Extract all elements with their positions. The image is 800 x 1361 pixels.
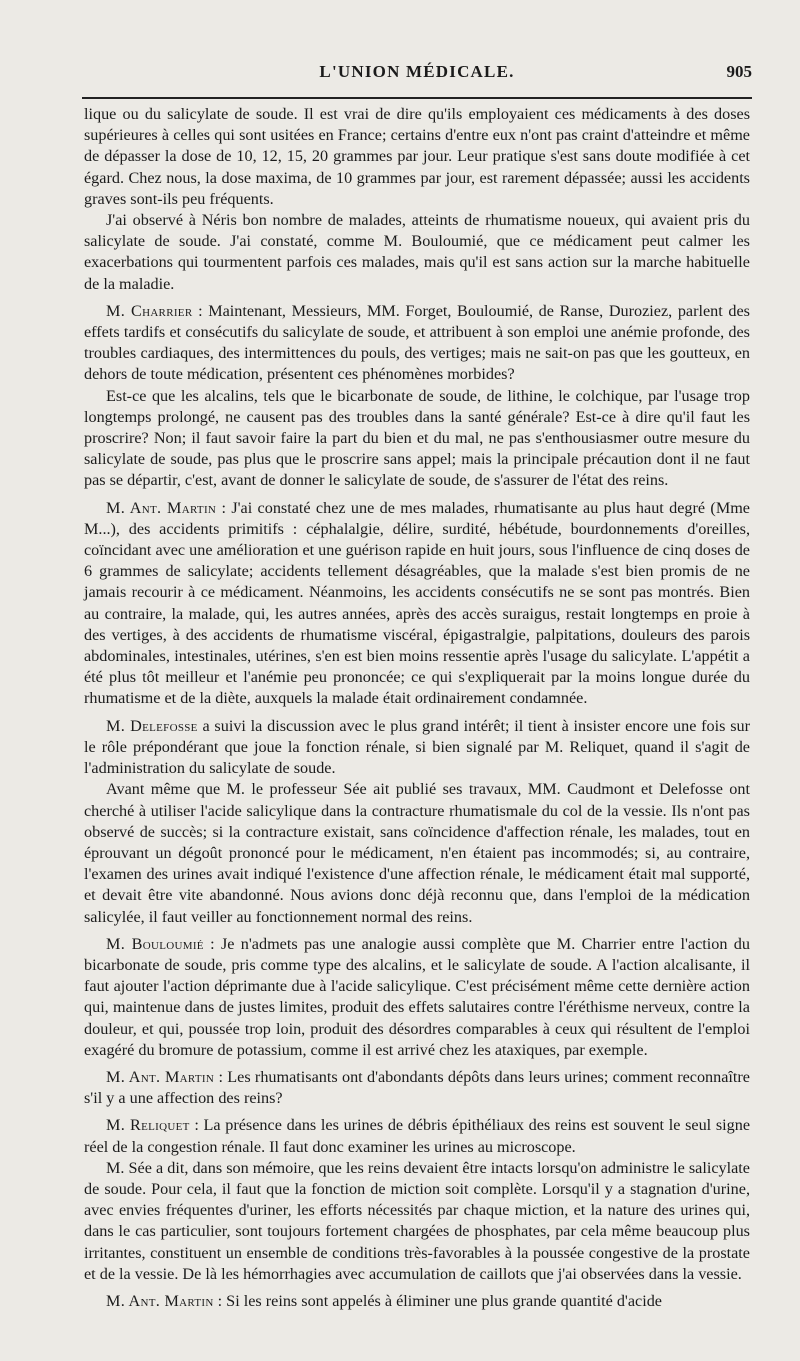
speaker-name: M. Reliquet <box>106 1116 190 1135</box>
speaker-name: M. Bouloumié <box>106 934 204 953</box>
paragraph-text: : La présence dans les urines de débris épithéliaux des reins est souvent le seul signe réel de la congestion rénale. Il faut donc examiner les urines au microscope. <box>84 1116 751 1156</box>
paragraph <box>84 1291 750 1312</box>
paragraph <box>84 934 750 1061</box>
paragraph-text: : Les rhumatisants ont d'abondants dépôts dans leurs urines; comment reconnaître s'il y a une affection des reins? <box>84 1067 750 1108</box>
paragraph-text: : Je n'admets pas une analogie aussi complète que M. Charrier entre l'action du bicarbonate de soude, pris comme type des alcalins, et le salicylate de soude. A l'action alcalisante, il faut ajouter l'action déprimante due à l'acide salicylique. C'est précisément même cette dernière action qui, maintenue dans de justes limites, produit des effets salutaires contre l'éréthisme nerveux, contre la douleur, et qui, poussée trop loin, produit des désordres comparables à ceux qui résultent de l'emploi exagéré du bromure de potassium, comme il est arrivé chez les ataxiques, par exemple. <box>84 934 750 1059</box>
speaker-name: M. Charrier <box>106 301 193 320</box>
speaker-name: M. Ant. Martin <box>106 1291 214 1310</box>
paragraph-text: : Si les reins sont appelés à éliminer une plus grande quantité d'acide <box>213 1291 662 1310</box>
paragraph <box>84 386 750 492</box>
paragraph <box>84 104 750 210</box>
page-number: 905 <box>726 62 752 81</box>
article-body <box>84 104 750 1312</box>
running-header <box>82 62 752 86</box>
paragraph-text: J'ai observé à Néris bon nombre de malades, atteints de rhumatisme noueux, qui avaient pris du salicylate de soude. J'ai constaté, comme M. Bouloumié, que ce médicament peut calmer les exacerbations qui tourmentent parfois ces malades, mais qu'il est sans action sur la marche habituelle de la maladie. <box>84 211 750 293</box>
journal-title: L'UNION MÉDICALE. <box>319 62 515 81</box>
speaker-name: M. Ant. Martin <box>106 498 217 517</box>
paragraph <box>84 498 750 710</box>
paragraph-text: Avant même que M. le professeur Sée ait publié ses travaux, MM. Caudmont et Delefosse ont cherché à utiliser l'acide salicylique dans la contracture rhumatismale du col de la vessie. Ils n'ont pas observé de succès; si la contracture existait, sans coïncidence d'affection rénale, les malades, tout en éprouvant un dégoût prononcé pour le médicament, n'en étaient pas incommodés; si, au contraire, l'examen des urines avait indiqué l'existence d'une affection rénale, le médicament était mal supporté, et devait être vite abandonné. Nous avions donc déjà reconnu que, dans l'emploi de la médication salicylée, il faut veiller au fonctionnement normal des reins. <box>84 780 750 926</box>
paragraph-text: Est-ce que les alcalins, tels que le bicarbonate de soude, de lithine, le colchique, par l'usage trop longtemps prolongé, ne causent pas des troubles dans la santé générale? Est-ce à dire qu'il faut les proscrire? Non; il faut savoir faire la part du bien et du mal, ne pas s'enthousiasmer outre mesure du salicylate de soude, pas plus que le proscrire sans appel; mais la principale précaution dont il ne faut pas se départir, c'est, avant de donner le salicylate de soude, de s'assurer de l'état des reins. <box>84 386 750 490</box>
paragraph <box>84 779 750 927</box>
paragraph-text: lique ou du salicylate de soude. Il est vrai de dire qu'ils employaient ces médicaments à des doses supérieures à celles qui sont usitées en France; certains d'entre eux n'ont pas craint d'atteindre et même de dépasser la dose de 10, 12, 15, 20 grammes par jour. Leur pratique s'est sans doute modifiée à cet égard. Chez nous, la dose maxima, de 10 grammes par jour, est rarement dépassée; aussi les accidents graves sont-ils peu fréquents. <box>84 105 750 208</box>
paragraph-text: M. Sée a dit, dans son mémoire, que les reins devaient être intacts lorsqu'on administre le salicylate de soude. Pour cela, il faut que la fonction de miction soit complète. Lorsqu'il y a stagnation d'urine, avec envies fréquentes d'uriner, les efforts nécessités par chaque miction, et la nature des urines qui, dans le cas particulier, sont toujours fortement chargées de phosphates, par cela même beaucoup plus irritantes, constituent un ensemble de conditions très-favorables à la poussée congestive de la prostate et de la vessie. De là les hémorrhagies avec accumulation de caillots que j'ai observées dans la vessie. <box>84 1158 750 1283</box>
paragraph <box>84 301 750 386</box>
paragraph-text: : J'ai constaté chez une de mes malades, rhumatisante au plus haut degré (Mme M...), des accidents primitifs : céphalalgie, délire, surdité, hébétude, bourdonnements d'oreilles, coïncidant avec une amélioration et une guérison rapide en huit jours, sous l'influence de cinq doses de 6 grammes de salicylate; accidents tellement désagréables, que la malade s'est bien promis de ne jamais recourir à ce médicament. Néanmoins, les accidents consécutifs ne se sont pas montrés. Bien au contraire, la malade, qui, les autres années, après des accès suraigus, restait longtemps en proie à des vertiges, à des accidents de rhumatisme viscéral, épigastralgie, palpitations, douleurs des parois abdominales, intestinales, utérines, s'en est bien moins ressentie après l'usage du salicylate. L'appétit a été plus tôt meilleur et l'anémie peu prononcée; ce qui s'expliquerait par la moins longue durée du rhumatisme et de la diète, auxquels la malade était ordinairement condamnée. <box>84 498 750 708</box>
speaker-name: M. Ant. Martin <box>106 1067 215 1086</box>
paragraph <box>84 1115 750 1157</box>
paragraph-text: a suivi la discussion avec le plus grand intérêt; il tient à insister encore une fois sur le rôle prépondérant que joue la fonction rénale, si bien signalé par M. Reliquet, quand il s'agit de l'administration du salicylate de soude. <box>84 716 750 778</box>
paragraph <box>84 210 750 295</box>
paragraph <box>84 1067 750 1109</box>
paragraph <box>84 716 750 780</box>
header-rule <box>82 97 752 99</box>
speaker-name: M. Delefosse <box>106 716 198 735</box>
paragraph-text: : Maintenant, Messieurs, MM. Forget, Bouloumié, de Ranse, Duroziez, parlent des effets tardifs et consécutifs du salicylate de soude, et attribuent à son emploi une anémie profonde, des troubles cardiaques, des intermittences du pouls, des vertiges; mais ne sait-on pas que les goutteux, en dehors de toute médication, présentent ces phénomènes morbides? <box>84 301 750 384</box>
paragraph <box>84 1158 750 1285</box>
